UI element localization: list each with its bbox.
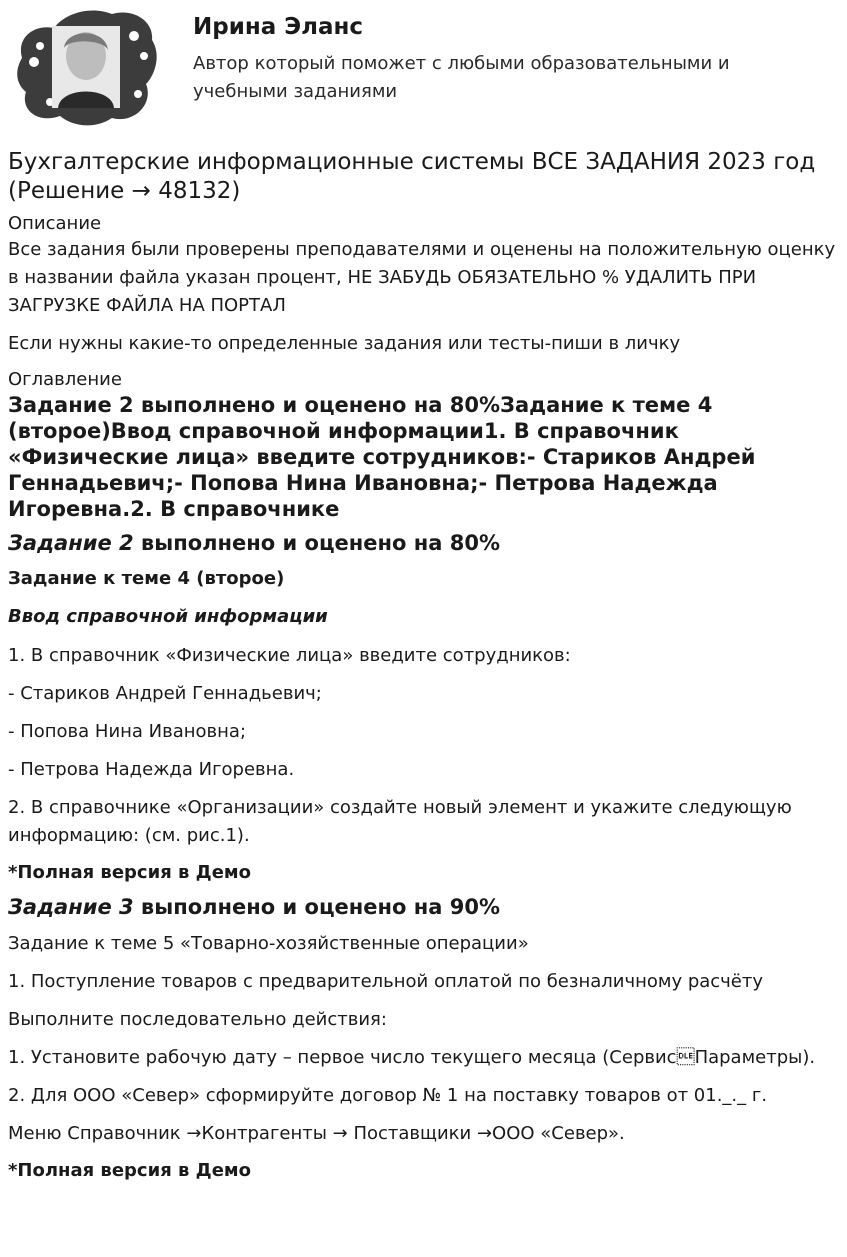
task2-topic: Задание к теме 4 (второе) [8, 568, 285, 589]
task2-line: - Попова Нина Ивановна; [8, 721, 247, 742]
author-avatar [14, 6, 160, 128]
author-description: Автор который поможет с любыми образовательными и учебными заданиями [193, 53, 730, 102]
toc-label: Оглавление [8, 369, 122, 390]
task2-heading [8, 530, 839, 556]
author-card [8, 0, 839, 140]
task3-line: Задание к теме 5 «Товарно-хозяйственные операции» [8, 933, 529, 954]
author-name: Ирина Эланс [193, 14, 364, 40]
task2-line: - Стариков Андрей Геннадьевич; [8, 683, 322, 704]
task3-line: Выполните последовательно действия: [8, 1009, 387, 1030]
request-note: Если нужны какие-то определенные задания или тесты-пиши в личку [8, 333, 681, 354]
task3-line: 1. Поступление товаров с предварительной оплатой по безналичному расчёту [8, 971, 764, 992]
description-text: Все задания были проверены преподавателями и оценены на положительную оценку в названии файла указан процент, НЕ ЗАБУДЬ ОБЯЗАТЕЛЬНО % УДАЛИТЬ ПРИ ЗАГРУЗКЕ ФАЙЛА НА ПОРТАЛ [8, 239, 836, 316]
task3-demo-link[interactable]: *Полная версия в Демо [8, 1160, 251, 1181]
task2-heading-status: выполнено и оценено на 80% [133, 531, 501, 555]
description-label: Описание [8, 213, 102, 234]
document-title: Бухгалтерские информационные системы ВСЕ ЗАДАНИЯ 2023 год (Решение → 48132) [8, 149, 816, 204]
task3-heading [8, 894, 839, 920]
task2-line: 1. В справочник «Физические лица» введите сотрудников: [8, 645, 571, 666]
task2-section: Ввод справочной информации [8, 606, 328, 627]
toc-text: Задание 2 выполнено и оценено на 80%Задание к теме 4 (второе)Ввод справочной информации1. В справочник «Физические лица» введите сотрудников:- Стариков Андрей Геннадьевич;- Попова Нина Ивановна;- Петрова Надежда Игоревна.2. В справочнике [8, 393, 756, 521]
task2-line: 2. В справочнике «Организации» создайте новый элемент и укажите следующую информацию: (см. рис.1). [8, 797, 792, 846]
task2-demo-link[interactable]: *Полная версия в Демо [8, 862, 251, 883]
task3-line: Меню Справочник →Контрагенты → Поставщики →ООО «Север». [8, 1123, 625, 1144]
task3-heading-status: выполнено и оценено на 90% [133, 895, 501, 919]
task2-line: - Петрова Надежда Игоревна. [8, 759, 295, 780]
task3-heading-number: Задание 3 [8, 895, 134, 919]
task2-heading-number: Задание 2 [8, 531, 134, 555]
task3-line: 2. Для ООО «Север» сформируйте договор № 1 на поставку товаров от 01._._ г. [8, 1085, 768, 1106]
task3-line: 1. Установите рабочую дату – первое число текущего месяца (СервисПараметры). [8, 1047, 816, 1068]
